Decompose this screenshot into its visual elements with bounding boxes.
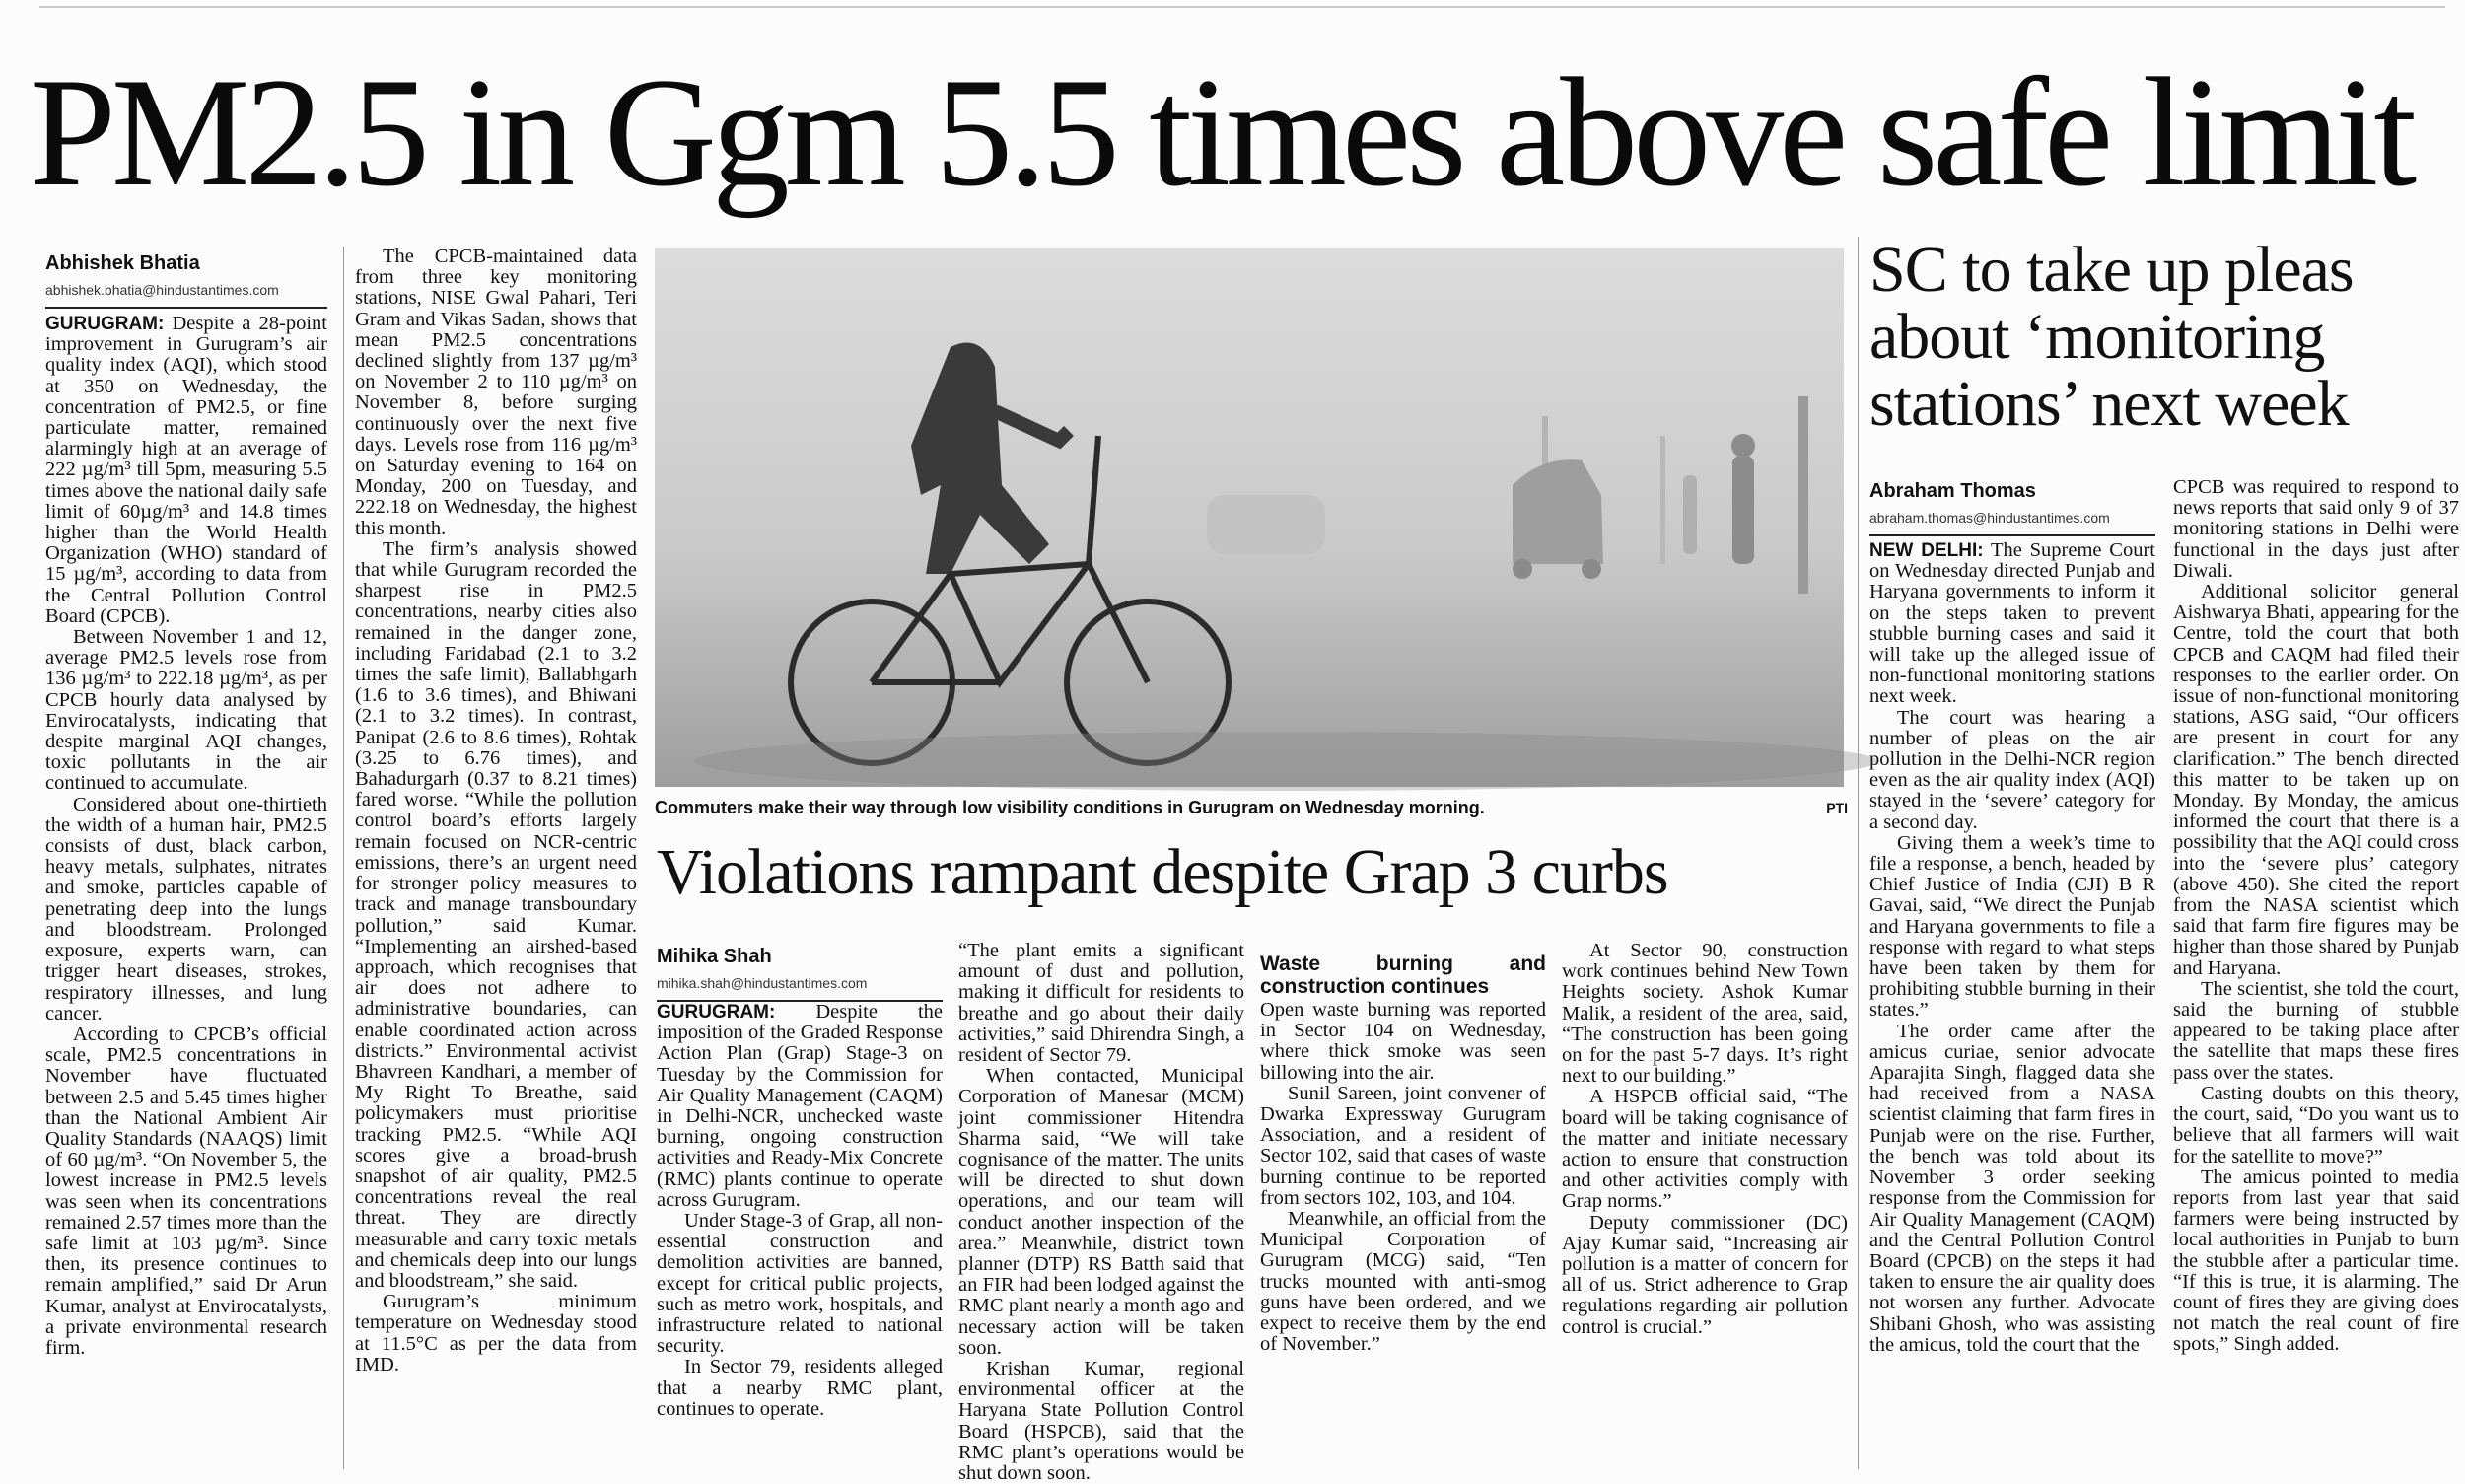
column-divider (343, 247, 344, 1469)
paragraph: Under Stage-3 of Grap, all non-essential construction and demolition activities are banned, except for critical public projects, such as metro work, hospitals, and infrastructure related to national security. (657, 1210, 943, 1358)
byline-name: Mihika Shah (657, 946, 772, 967)
second-story-column-3 (1260, 941, 1546, 1465)
subhead: Waste burning and construction continues (1260, 953, 1546, 998)
photo-caption (655, 797, 1848, 818)
second-story-column-1 (657, 1002, 943, 1465)
byline-email: mihika.shah@hindustantimes.com (657, 975, 868, 991)
paragraph: According to CPCB’s official scale, PM2.5 concentrations in November have fluctuated between 2.5 and 5.45 times higher than the National Ambient Air Quality Standards (NAAQS) limit of 60 µg/m³. “On November 5, the lowest increase in PM2.5 levels was seen when its concentrations remained 2.57 times more than the safe limit at 103 µg/m³. Since then, its presence continues to remain amplified,” said Dr Arun Kumar, analyst at Envirocatalysts, a private environmental research firm. (45, 1023, 327, 1359)
paragraph: The amicus pointed to media reports from last year that said farmers were being instructed by local authorities in Punjab to burn the stubble after a particular time. “If this is true, it is alarming. The count of fires they are giving does not match the real count of fire spots,” Singh added. (2173, 1166, 2459, 1356)
dateline: GURUGRAM: (657, 1002, 776, 1023)
second-story-column-4 (1562, 941, 1848, 1465)
paragraph: The order came after the amicus curiae, senior advocate Aparajita Singh, flagged data she had received from a NASA scientist claiming that farm fires in Punjab were on the rise. Further, the bench was told about its November 3 order seeking response from the Commission for Air Quality Management (CAQM) and the Central Pollution Control Board (CPCB) on the steps it had taken to ensure the air quality does not worsen any further. Advocate Shibani Ghosh, who was assisting the amicus, told the court that the (1869, 1020, 2155, 1356)
paragraph: Krishan Kumar, regional environmental officer at the Haryana State Pollution Control Board (HSPCB), said that the RMC plant’s operations would be shut down soon. (958, 1358, 1244, 1484)
paragraph: In Sector 79, residents alleged that a nearby RMC plant, continues to operate. (657, 1356, 943, 1420)
byline-email: abraham.thomas@hindustantimes.com (1869, 510, 2110, 526)
main-headline: PM2.5 in Ggm 5.5 times above safe limit (30, 46, 2413, 219)
paragraph: Meanwhile, an official from the Municipal Corporation of Gurugram (MCG) said, “Ten trucks mounted with anti-smog guns have been ordered, and we expect to receive them by the end of November.” (1260, 1208, 1546, 1356)
third-headline: SC to take up pleas about ‘monitoring stations’ next week (1869, 234, 2354, 440)
caption-text: Commuters make their way through low visibility conditions in Gurugram on Wednesday morning. (655, 798, 1485, 817)
paragraph: Open waste burning was reported in Sector 104 on Wednesday, where thick smoke was seen billowing into the air. (1260, 999, 1546, 1084)
paragraph: Giving them a week’s time to file a response, a bench, headed by Chief Justice of India (CJI) B R Gavai, said, “We direct the Punjab and Haryana governments to file a response with regard to what steps have been taken by them for prohibiting stubble burning in their states.” (1869, 831, 2155, 1022)
paragraph: Between November 1 and 12, average PM2.5 levels rose from 136 µg/m³ to 222.18 µg/m³, as per CPCB hourly data analysed by Envirocatalysts, indicating that despite marginal AQI changes, toxic pollutants in the air continued to accumulate. (45, 626, 327, 795)
main-story-column-1 (45, 314, 327, 1469)
paragraph: Additional solicitor general Aishwarya Bhati, appearing for the Centre, told the court that both CPCB and CAQM had filed their responses to the earlier order. On issue of non-functional monitoring stations, ASG said, “Our officers are present in court for any clarification.” The bench directed this matter to be taken up on Monday. By Monday, the amicus informed the court that there is a possibility that the AQI could cross into the ‘severe plus’ category (above 450). She cited the report from the NASA scientist which said that farm fire figures may be higher than those shared by Punjab and Haryana. (2173, 581, 2459, 979)
second-story-column-2 (958, 940, 1244, 1484)
second-story-byline (657, 945, 943, 1008)
third-story-column-1 (1869, 540, 2155, 1467)
dateline: GURUGRAM: (45, 314, 165, 334)
paragraph: Casting doubts on this theory, the court, said, “Do you want us to believe that all farmers will wait for the satellite to move?” (2173, 1082, 2459, 1167)
third-story-byline (1869, 479, 2155, 542)
fog-scene-illustration (655, 248, 1844, 787)
byline-rule (45, 307, 327, 309)
paragraph: The scientist, she told the court, said the burning of stubble appeared to be taking place after the satellite that maps these fires pass over the states. (2173, 977, 2459, 1084)
main-story-column-2 (355, 247, 637, 1469)
paragraph: At Sector 90, construction work continues behind New Town Heights society. Ashok Kumar Malik, a resident of the area, said, “The construction has been going on for the past 5-7 days. It’s right next to our building.” (1562, 940, 1848, 1088)
lead-paragraph: NEW DELHI: The Supreme Court on Wednesday directed Punjab and Haryana governments to inform it on the steps taken to prevent stubble burning cases and said it will take up the alleged issue of non-functional monitoring stations next week. (1869, 539, 2155, 708)
lead-paragraph: GURUGRAM: Despite the imposition of the Graded Response Action Plan (Grap) Stage-3 on Tuesday by the Commission for Air Quality Management (CAQM) in Delhi-NCR, unchecked waste burning, ongoing construction activities and Ready-Mix Concrete (RMC) plants continue to operate across Gurugram. (657, 1001, 943, 1211)
paragraph: CPCB was required to respond to news reports that said only 9 of 37 monitoring stations in Delhi were functional in the days just after Diwali. (2173, 476, 2459, 582)
paragraph: The court was hearing a number of pleas on the air pollution in the Delhi-NCR region even as the air quality index (AQI) stayed in the ‘severe’ category for a second day. (1869, 706, 2155, 833)
dateline: NEW DELHI: (1869, 540, 1984, 561)
paragraph: When contacted, Municipal Corporation of Manesar (MCM) joint commissioner Hitendra Sharma said, “We will take cognisance of the matter. The units will be directed to shut down operations, and our team will conduct another inspection of the area.” Meanwhile, district town planner (DTP) RS Batth said that an FIR had been lodged against the RMC plant nearly a month ago and necessary action will be taken soon. (958, 1065, 1244, 1359)
column-divider (1858, 237, 1859, 1469)
paragraph: The firm’s analysis showed that while Gurugram recorded the sharpest rise in PM2.5 concentrations, nearby cities also remained in the danger zone, including Faridabad (2.1 to 3.2 times the safe limit), Ballabhgarh (1.6 to 3.6 times), and Bhiwani (2.1 to 3.2 times). In contrast, Panipat (2.6 to 8.6 times), Rohtak (3.25 to 6.76 times), and Bahadurgarh (0.37 to 8.21 times) fared worse. “While the pollution control board’s efforts largely remain focused on NCR-centric emissions, there’s an urgent need for stronger policy measures to track and manage transboundary pollution,” said Kumar. “Implementing an airshed-based approach, which recognises that air does not adhere to administrative boundaries, can enable coordinated action across districts.” Environmental activist Bhavreen Kandhari, a member of My Right To Breathe, said policymakers must prioritise tracking PM2.5. “While AQI scores give a broad-brush snapshot of air quality, PM2.5 concentrations reveal the real threat. They are directly measurable and carry toxic metals and chemicals deep into our lungs and bloodstream,” she said. (355, 537, 637, 1292)
paragraph: Gurugram’s minimum temperature on Wednesday stood at 11.5°C as per the data from IMD. (355, 1291, 637, 1376)
photo-credit: PTI (1826, 800, 1848, 815)
top-rule (39, 6, 2445, 8)
paragraph: Sunil Sareen, joint convener of Dwarka Expressway Gurugram Association, and a resident of Sector 102, said that cases of waste burning continue to be reported from sectors 102, 103, and 104. (1260, 1082, 1546, 1209)
paragraph: The CPCB-maintained data from three key monitoring stations, NISE Gwal Pahari, Teri Gram and Vikas Sadan, shows that mean PM2.5 concentrations declined slightly from 137 µg/m³ on November 2 to 110 µg/m³ on November 8, before surging continuously over the next five days. Levels rose from 116 µg/m³ on Saturday evening to 164 on Monday, 200 on Tuesday, and 222.18 on Wednesday, the highest this month. (355, 246, 637, 539)
paragraph: A HSPCB official said, “The board will be taking cognisance of the matter and initiate necessary action to ensure that construction and other activities comply with Grap norms.” (1562, 1086, 1848, 1213)
byline-email: abhishek.bhatia@hindustantimes.com (45, 282, 279, 298)
second-headline: Violations rampant despite Grap 3 curbs (657, 836, 1668, 908)
news-photo (655, 248, 1844, 787)
byline-name: Abhishek Bhatia (45, 252, 200, 274)
byline-rule (1869, 534, 2155, 536)
byline-name: Abraham Thomas (1869, 480, 2036, 502)
paragraph: Considered about one-thirtieth the width of a human hair, PM2.5 consists of dust, black carbon, heavy metals, sulphates, nitrates and smoke, particles capable of penetrating deep into the lungs and bloodstream. Prolonged exposure, experts warn, can trigger heart diseases, strokes, respiratory illnesses, and lung cancer. (45, 793, 327, 1025)
paragraph: Deputy commissioner (DC) Ajay Kumar said, “Increasing air pollution is a matter of concern for all of us. Strict adherence to Grap regulations regarding air pollution control is crucial.” (1562, 1211, 1848, 1338)
paragraph: “The plant emits a significant amount of dust and pollution, making it difficult for residents to breathe and go about their daily activities,” said Dhirendra Singh, a resident of Sector 79. (958, 940, 1244, 1067)
lead-paragraph: GURUGRAM: Despite a 28-point improvement in Gurugram’s air quality index (AQI), which stood at 350 on Wednesday, the concentration of PM2.5, or fine particulate matter, remained alarmingly high at an average of 222 µg/m³ till 5pm, measuring 5.5 times above the national daily safe limit of 60µg/m³ and 14.8 times higher than the World Health Organization (WHO) standard of 15 µg/m³, according to data from the Central Pollution Control Board (CPCB). (45, 313, 327, 627)
main-story-byline (45, 251, 327, 315)
third-story-column-2 (2173, 477, 2459, 1467)
